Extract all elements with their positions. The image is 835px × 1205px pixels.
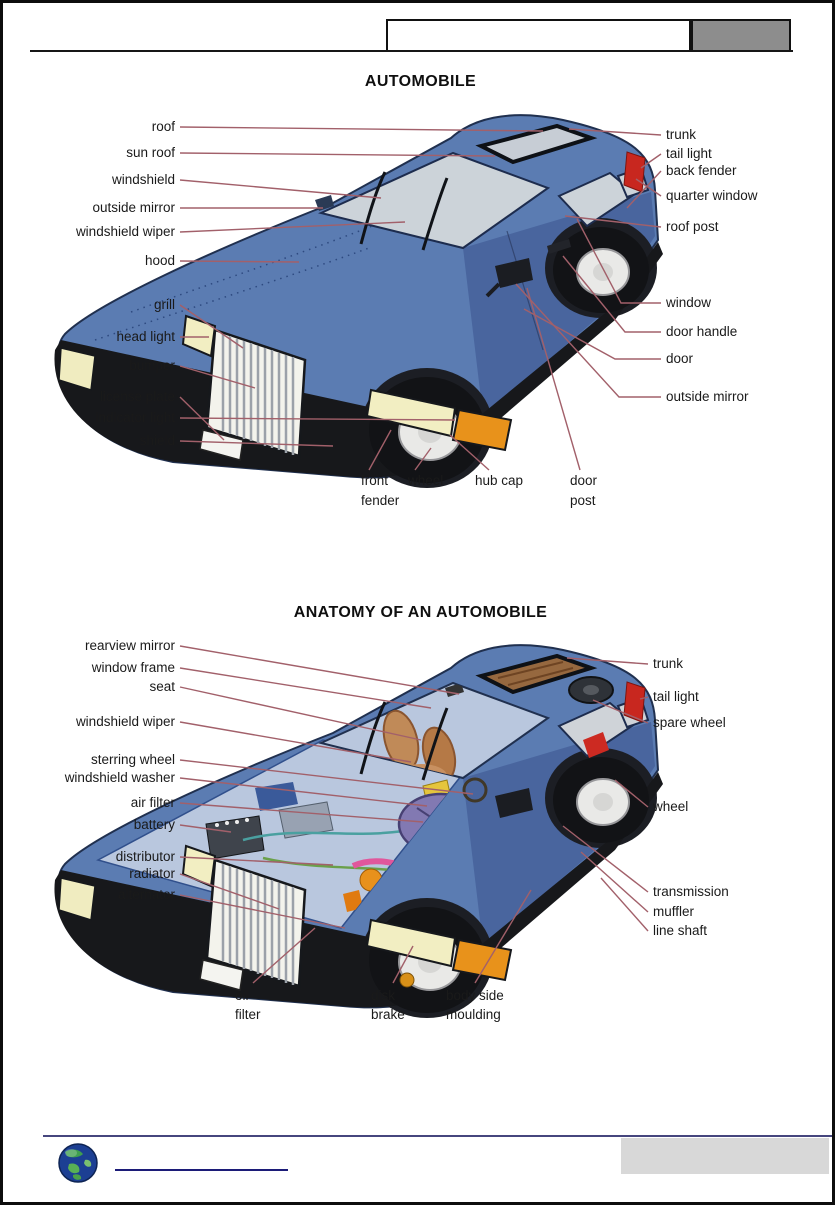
label-grill: grill	[153, 297, 175, 312]
label-sun-roof: sun roof	[126, 145, 175, 160]
label-license-plate: license plate	[99, 389, 175, 404]
figure2-title: ANATOMY OF AN AUTOMOBILE	[293, 604, 548, 621]
label-front-fender-2: fender	[361, 493, 400, 508]
label-line-shaft: line shaft	[653, 923, 708, 938]
label-sterring-wheel: sterring wheel	[90, 752, 175, 767]
label-tail-light: tail light	[666, 146, 712, 161]
tail-light-lens	[624, 152, 645, 192]
globe-icon	[57, 1142, 99, 1184]
label-windshield-washer: windshield washer	[64, 770, 175, 785]
label-oil-filter-2: filter	[235, 1007, 261, 1022]
label-battery: battery	[133, 817, 175, 832]
label-oil-filter-1: oil	[235, 988, 249, 1003]
label-muffler: muffler	[653, 904, 695, 919]
label-door-handle: door handle	[666, 324, 738, 339]
label-window: window	[666, 295, 712, 310]
label-wheel-2: wheel	[653, 799, 689, 814]
label-body-side-moulding-1: body side	[446, 988, 504, 1003]
label-air-filter: air filter	[130, 795, 175, 810]
label-door: door	[666, 351, 694, 366]
label-outside-mirror-left: outside mirror	[92, 200, 175, 215]
footer-link[interactable]	[115, 1153, 288, 1171]
label-radiator: radiator	[129, 866, 175, 881]
label-door-post-1: door	[570, 473, 598, 488]
label-head-light: head light	[116, 329, 175, 344]
label-quarter-window: quarter window	[666, 188, 758, 203]
figure2-diagram	[3, 628, 835, 1038]
label-transmission: transmission	[653, 884, 729, 899]
label-outside-mirror-right: outside mirror	[666, 389, 749, 404]
label-window-frame: window frame	[91, 660, 175, 675]
label-door-post-2: post	[570, 493, 596, 508]
label-rearview-mirror: rearview mirror	[84, 638, 175, 653]
tail-light-lens	[624, 682, 645, 722]
label-indicator-light: indicator light	[95, 410, 175, 425]
figure1-title: AUTOMOBILE	[364, 73, 477, 90]
label-tail-light-2: tail light	[653, 689, 699, 704]
label-disk-brake-2: brake	[371, 1007, 405, 1022]
label-distributor: distributor	[115, 849, 175, 864]
label-spare-wheel: spare wheel	[653, 715, 726, 730]
label-windshield: windshield	[111, 172, 175, 187]
label-hood: hood	[144, 253, 175, 268]
label-trunk: trunk	[666, 127, 697, 142]
label-wheel: wheel	[408, 473, 444, 488]
figure1-diagram	[3, 98, 835, 518]
footer-rule	[43, 1135, 833, 1137]
label-bumper: bumper	[129, 358, 175, 373]
label-roof-post: roof post	[666, 219, 719, 234]
label-body-side-moulding-2: moulding	[446, 1007, 501, 1022]
label-trunk-2: trunk	[653, 656, 684, 671]
header-gray-box	[691, 19, 791, 52]
footer-gray-box	[621, 1138, 829, 1174]
header-empty-field-box	[386, 19, 691, 52]
label-hub-cap: hub cap	[475, 473, 524, 488]
label-roof: roof	[151, 119, 175, 134]
label-front-fender-1: front	[361, 473, 389, 488]
disk-brake-detail	[400, 973, 414, 987]
header-rule	[30, 50, 793, 52]
label-shield: shield	[139, 433, 175, 448]
label-windshield-wiper-2: windshield wiper	[75, 714, 175, 729]
label-disk-brake-1: disk	[371, 988, 396, 1003]
label-back-fender: back fender	[666, 163, 737, 178]
label-windshield-wiper: windshield wiper	[75, 224, 175, 239]
label-seat: seat	[149, 679, 175, 694]
label-alternator: alternator	[117, 887, 175, 902]
